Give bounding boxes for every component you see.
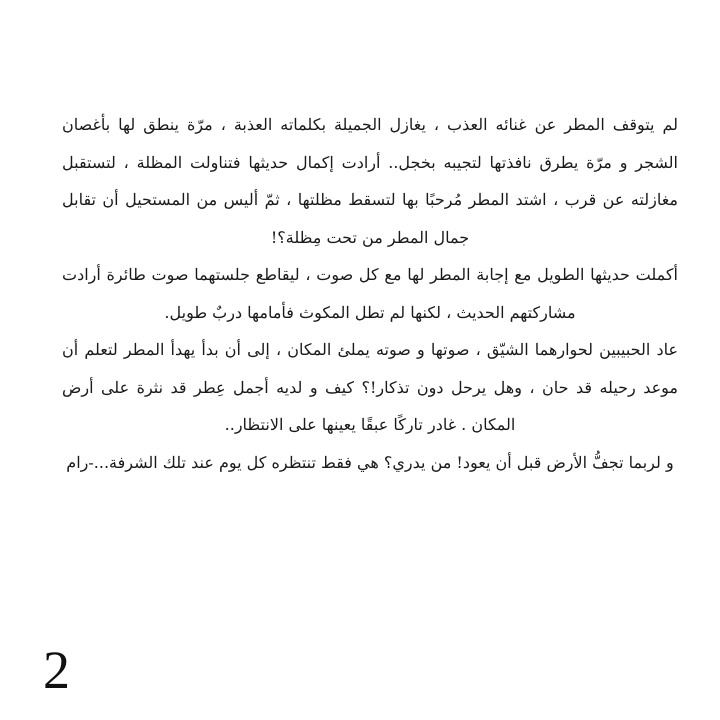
- paragraph-2: أكملت حديثها الطويل مع إجابة المطر لها مع كل صوت ، ليقاطع جلستهما صوت طائرة أرادت مشاركتهم الحديث ، لكنها لم تطل المكوث فأمامها دربٌ طويل.: [62, 265, 678, 322]
- page-number: 2: [43, 640, 70, 700]
- paragraph-4: و لربما تجفُّ الأرض قبل أن يعود! من يدري؟ هي فقط تنتظره كل يوم عند تلك الشرفة...-رام: [66, 452, 674, 472]
- paragraph-1: لم يتوقف المطر عن غنائه العذب ، يغازل الجميلة بكلماته العذبة ، مرّة ينطق لها بأغصان الشجر و مرّة يطرق نافذتها لتجيبه بخجل.. أرادت إكمال حديثها فتناولت المظلة ، لتستقبل مغازلته عن قرب ، اشتد المطر مُرحبًا بها لتسقط مظلتها ، ثمّ أليس من المستحيل أن تقابل جمال المطر من تحت مِظلة؟!: [62, 115, 678, 247]
- body-text: [62, 106, 678, 481]
- paragraph-3: عاد الحبيبين لحوارهما الشيّق ، صوتها و صوته يملئ المكان ، إلى أن بدأ يهدأ المطر لتعلم أن موعد رحيله قد حان ، وهل يرحل دون تذكار!؟ كيف و لديه أجمل عِطر قد نثرة على أرض المكان . غادر تاركًا عبقًا يعينها على الانتظار..: [62, 340, 678, 434]
